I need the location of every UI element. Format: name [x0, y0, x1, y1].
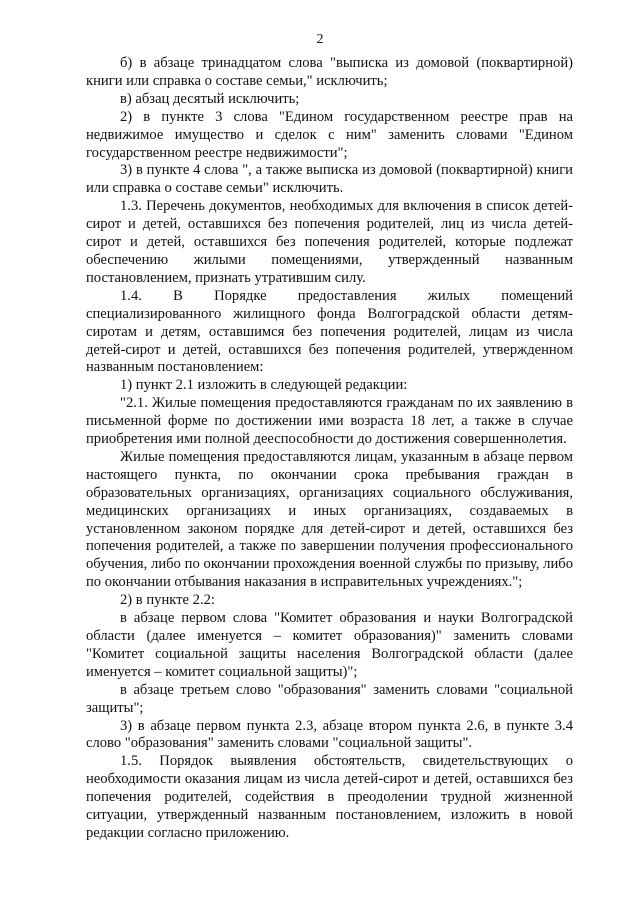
paragraph-1v: в) абзац десятый исключить;: [120, 90, 300, 107]
paragraph-1-3: 1.3. Перечень документов, необходимых для включения в список детей-сирот и детей, оставшихся без попечения родителей, лиц из числа детей-сирот и детей, оставшихся без попечения родителей, которые подлежат обеспечению жилыми помещениями, утвержденный названным постановлением, признать утратившим силу.: [86, 198, 573, 286]
paragraph-2-1-quote: "2.1. Жилые помещения предоставляются гражданам по их заявлению в письменной форме по достижении ими возраста 18 лет, а также в случае приобретения ими полной дееспособности до достижения совершеннолетия.: [86, 395, 573, 448]
paragraph-2-1-second: Жилые помещения предоставляются лицам, указанным в абзаце первом настоящего пункта, по окончании срока пребывания граждан в образовательных организациях, организациях социального обслуживания, медицинских организациях и иных организациях, создаваемых в установленном законом порядке для детей-сирот и детей, оставшихся без попечения родителей, а также по завершении получения профессионального обучения, либо по окончании прохождения военной службы по призыву, либо по окончании отбывания наказания в исправительных учреждениях.";: [86, 448, 573, 591]
paragraph-1b: б) в абзаце тринадцатом слова "выписка из домовой (поквартирной) книги или справка о составе семьи," исключить;: [86, 55, 573, 89]
page-number: 2: [316, 32, 324, 47]
paragraph-1-4-1: 1) пункт 2.1 изложить в следующей редакции:: [120, 377, 408, 394]
paragraph-2: 2) в пункте 3 слова "Едином государственном реестре прав на недвижимое имущество и сделок с ним" заменить словами "Едином государственном реестре недвижимости";: [86, 108, 573, 161]
paragraph-1-5: 1.5. Порядок выявления обстоятельств, свидетельствующих о необходимости оказания лицам из числа детей-сирот и детей, оставшихся без попечения родителей, содействия в преодолении трудной жизненной ситуации, утвержденный названным постановлением, изложить в новой редакции согласно приложению.: [86, 753, 573, 841]
paragraph-1-4-2: 2) в пункте 2.2:: [120, 592, 215, 609]
paragraph-1-4-3: 3) в абзаце первом пункта 2.3, абзаце втором пункта 2.6, в пункте 3.4 слово "образования" заменить словами "социальной защиты".: [86, 717, 573, 752]
paragraph-2-2-first: в абзаце первом слова "Комитет образования и науки Волгоградской области (далее именуется – комитет образования)" заменить словами "Комитет социальной защиты населения Волгоградской области (далее именуется – комитет социальной защиты)";: [86, 610, 573, 680]
paragraph-1-4: 1.4. В Порядке предоставления жилых помещений специализированного жилищного фонда Волгоградской области детям-сиротам и детям, оставшимся без попечения родителей, лицам из числа детей-сирот и детей, оставшихся без попечения родителей, утвержденном названным постановлением:: [86, 287, 573, 376]
document-body: [86, 55, 573, 843]
paragraph-2-2-third: в абзаце третьем слово "образования" заменить словами "социальной защиты";: [86, 681, 573, 716]
paragraph-3: 3) в пункте 4 слова ", а также выписка из домовой (поквартирной) книги или справка о составе семьи" исключить.: [86, 162, 573, 197]
